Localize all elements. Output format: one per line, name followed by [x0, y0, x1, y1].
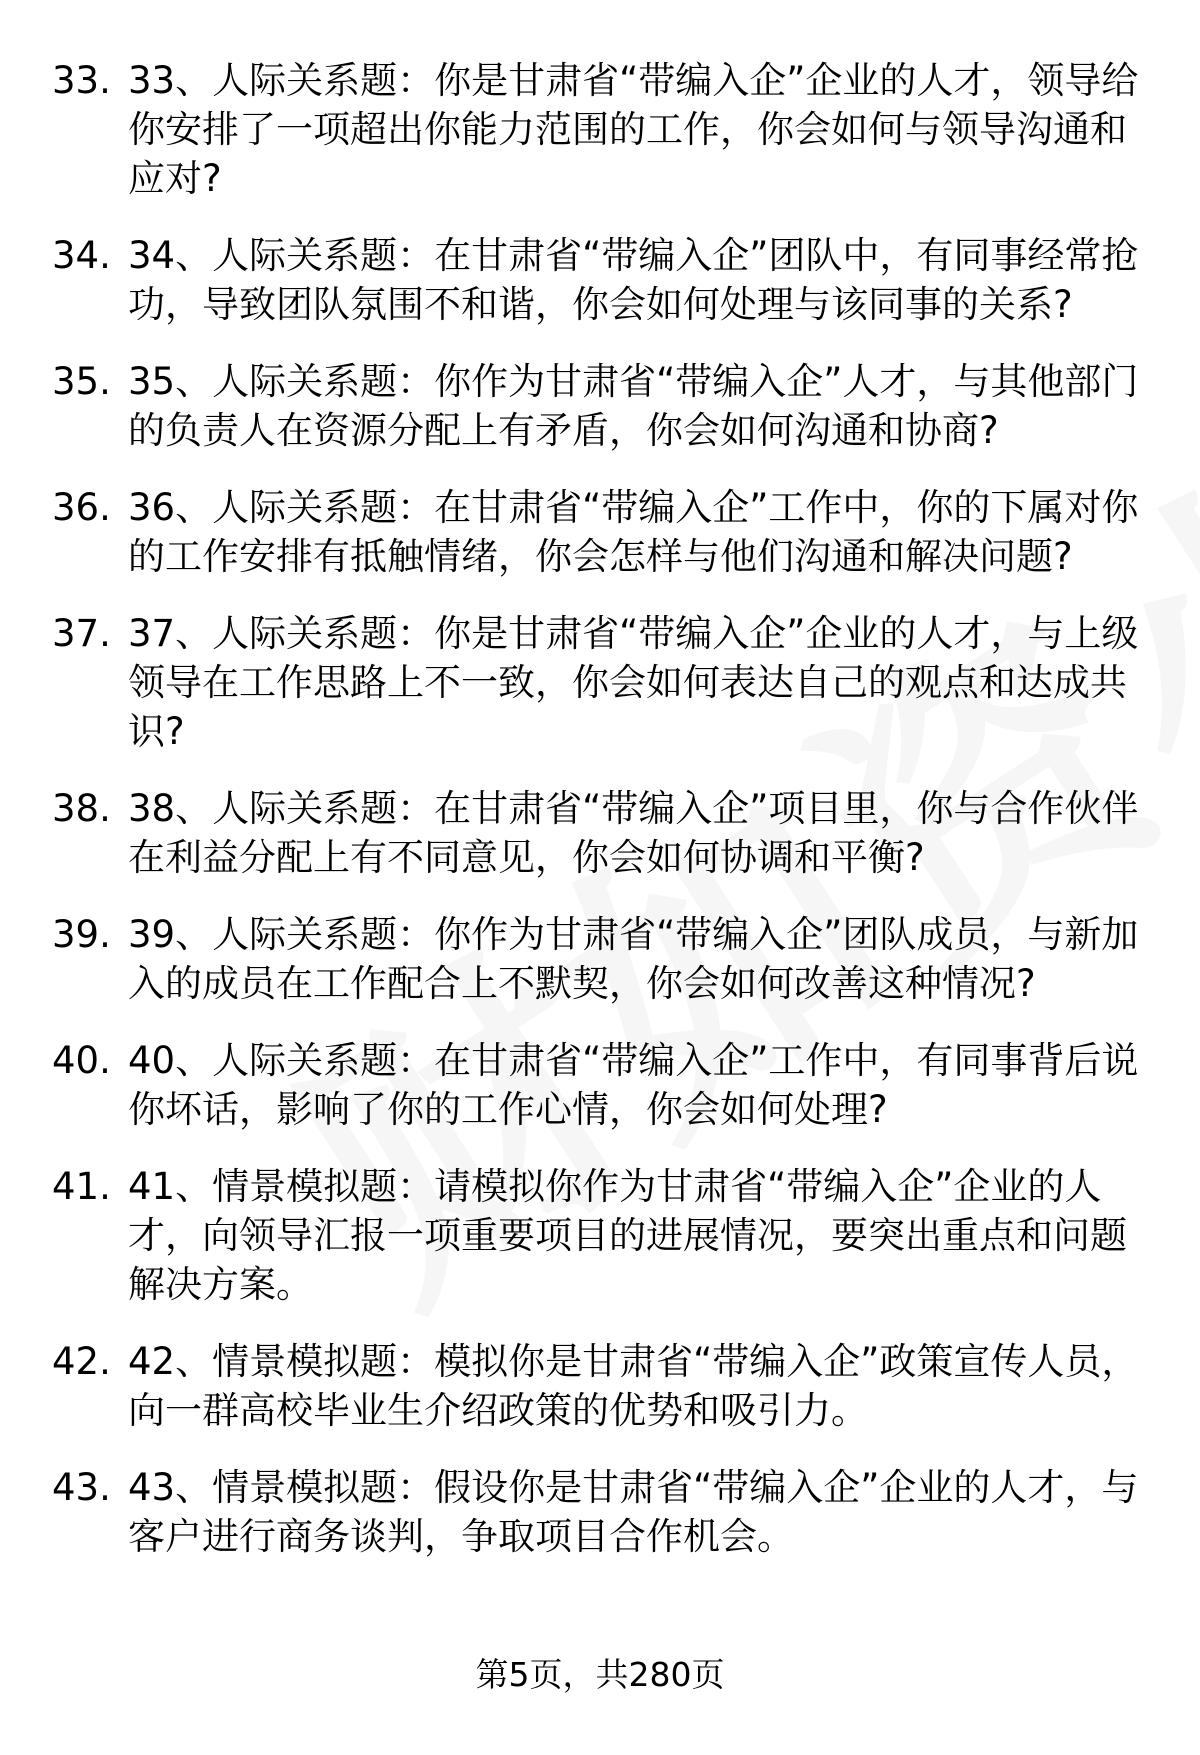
item-number: 41. — [52, 1165, 111, 1208]
item-number: 37. — [52, 612, 111, 655]
item-text: 43、情景模拟题：假设你是甘肃省“带编入企”企业的人才，与客户进行商务谈判，争取项目合作机会。 — [128, 1466, 1139, 1558]
item-text: 40、人际关系题：在甘肃省“带编入企”工作中，有同事背后说你坏话，影响了你的工作心情，你会如何处理? — [128, 1039, 1139, 1131]
item-text: 35、人际关系题：你作为甘肃省“带编入企”人才，与其他部门的负责人在资源分配上有矛盾，你会如何沟通和协商? — [128, 360, 1139, 452]
item-number: 36. — [52, 486, 111, 529]
item-number: 39. — [52, 913, 111, 956]
item-number: 33. — [52, 59, 111, 102]
item-text: 39、人际关系题：你作为甘肃省“带编入企”团队成员，与新加入的成员在工作配合上不默契，你会如何改善这种情况? — [128, 913, 1139, 1005]
list-item — [0, 231, 1146, 329]
list-item — [0, 1337, 1146, 1435]
item-text: 42、情景模拟题：模拟你是甘肃省“带编入企”政策宣传人员，向一群高校毕业生介绍政策的优势和吸引力。 — [128, 1340, 1139, 1432]
item-number: 40. — [52, 1039, 111, 1082]
item-text: 36、人际关系题：在甘肃省“带编入企”工作中，你的下属对你的工作安排有抵触情绪，你会怎样与他们沟通和解决问题? — [128, 486, 1139, 578]
list-item — [0, 483, 1146, 581]
list-item — [0, 784, 1146, 882]
list-item — [0, 910, 1146, 1008]
item-number: 43. — [52, 1466, 111, 1509]
question-list — [0, 56, 1200, 1589]
item-number: 38. — [52, 787, 111, 830]
item-number: 34. — [52, 234, 111, 277]
item-text: 38、人际关系题：在甘肃省“带编入企”项目里，你与合作伙伴在利益分配上有不同意见，你会如何协调和平衡? — [128, 787, 1139, 879]
item-text: 37、人际关系题：你是甘肃省“带编入企”企业的人才，与上级领导在工作思路上不一致，你会如何表达自己的观点和达成共识? — [128, 612, 1139, 753]
list-item — [0, 1036, 1146, 1134]
item-text: 34、人际关系题：在甘肃省“带编入企”团队中，有同事经常抢功，导致团队氛围不和谐，你会如何处理与该同事的关系? — [128, 234, 1139, 326]
item-number: 35. — [52, 360, 111, 403]
list-item — [0, 56, 1146, 203]
list-item — [0, 1162, 1146, 1309]
page-footer: 第5页，共280页 — [475, 1655, 725, 1694]
item-text: 41、情景模拟题：请模拟你作为甘肃省“带编入企”企业的人才，向领导汇报一项重要项目的进展情况，要突出重点和问题解决方案。 — [128, 1165, 1127, 1306]
list-item — [0, 1463, 1146, 1561]
item-number: 42. — [52, 1340, 111, 1383]
list-item — [0, 609, 1146, 756]
list-item — [0, 357, 1146, 455]
item-text: 33、人际关系题：你是甘肃省“带编入企”企业的人才，领导给你安排了一项超出你能力范围的工作，你会如何与领导沟通和应对? — [128, 59, 1139, 200]
